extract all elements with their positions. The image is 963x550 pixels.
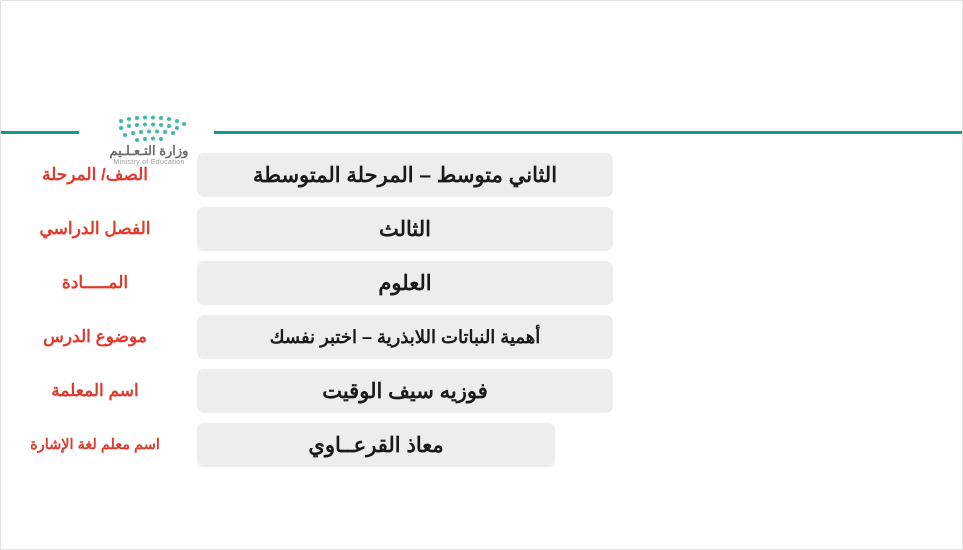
ministry-logo-english-text: Ministry of Education bbox=[113, 159, 185, 166]
lesson-topic-label: موضوع الدرس bbox=[43, 327, 147, 346]
header-rule-left bbox=[1, 131, 79, 134]
table-row bbox=[1, 369, 962, 413]
table-row bbox=[1, 153, 962, 197]
subject-label: المـــــادة bbox=[61, 273, 129, 292]
ministry-logo-arabic-text: وزارة التـعـلـيم bbox=[109, 143, 189, 158]
subject-value: العلوم bbox=[197, 261, 613, 305]
table-row bbox=[1, 261, 962, 305]
table-row bbox=[1, 423, 962, 467]
semester-value: الثالث bbox=[197, 207, 613, 251]
teacher-name-value: فوزيه سيف الوقيت bbox=[197, 369, 613, 413]
grade-stage-label: الصف/ المرحلة bbox=[41, 165, 149, 184]
lesson-topic-value: أهمية النباتات اللابذرية – اختبر نفسك bbox=[197, 315, 613, 359]
ministry-of-education-dots-logo bbox=[115, 115, 191, 143]
sign-language-teacher-label: اسم معلم لغة الإشارة bbox=[30, 437, 160, 453]
semester-label: الفصل الدراسي bbox=[39, 219, 151, 238]
teacher-name-label: اسم المعلمة bbox=[51, 381, 139, 400]
table-row bbox=[1, 207, 962, 251]
lesson-info-table bbox=[1, 153, 962, 477]
table-row bbox=[1, 315, 962, 359]
header-rule-right bbox=[214, 131, 962, 134]
grade-stage-value: الثاني متوسط – المرحلة المتوسطة bbox=[197, 153, 613, 197]
sign-language-teacher-value: معاذ القرعــاوي bbox=[197, 423, 555, 467]
